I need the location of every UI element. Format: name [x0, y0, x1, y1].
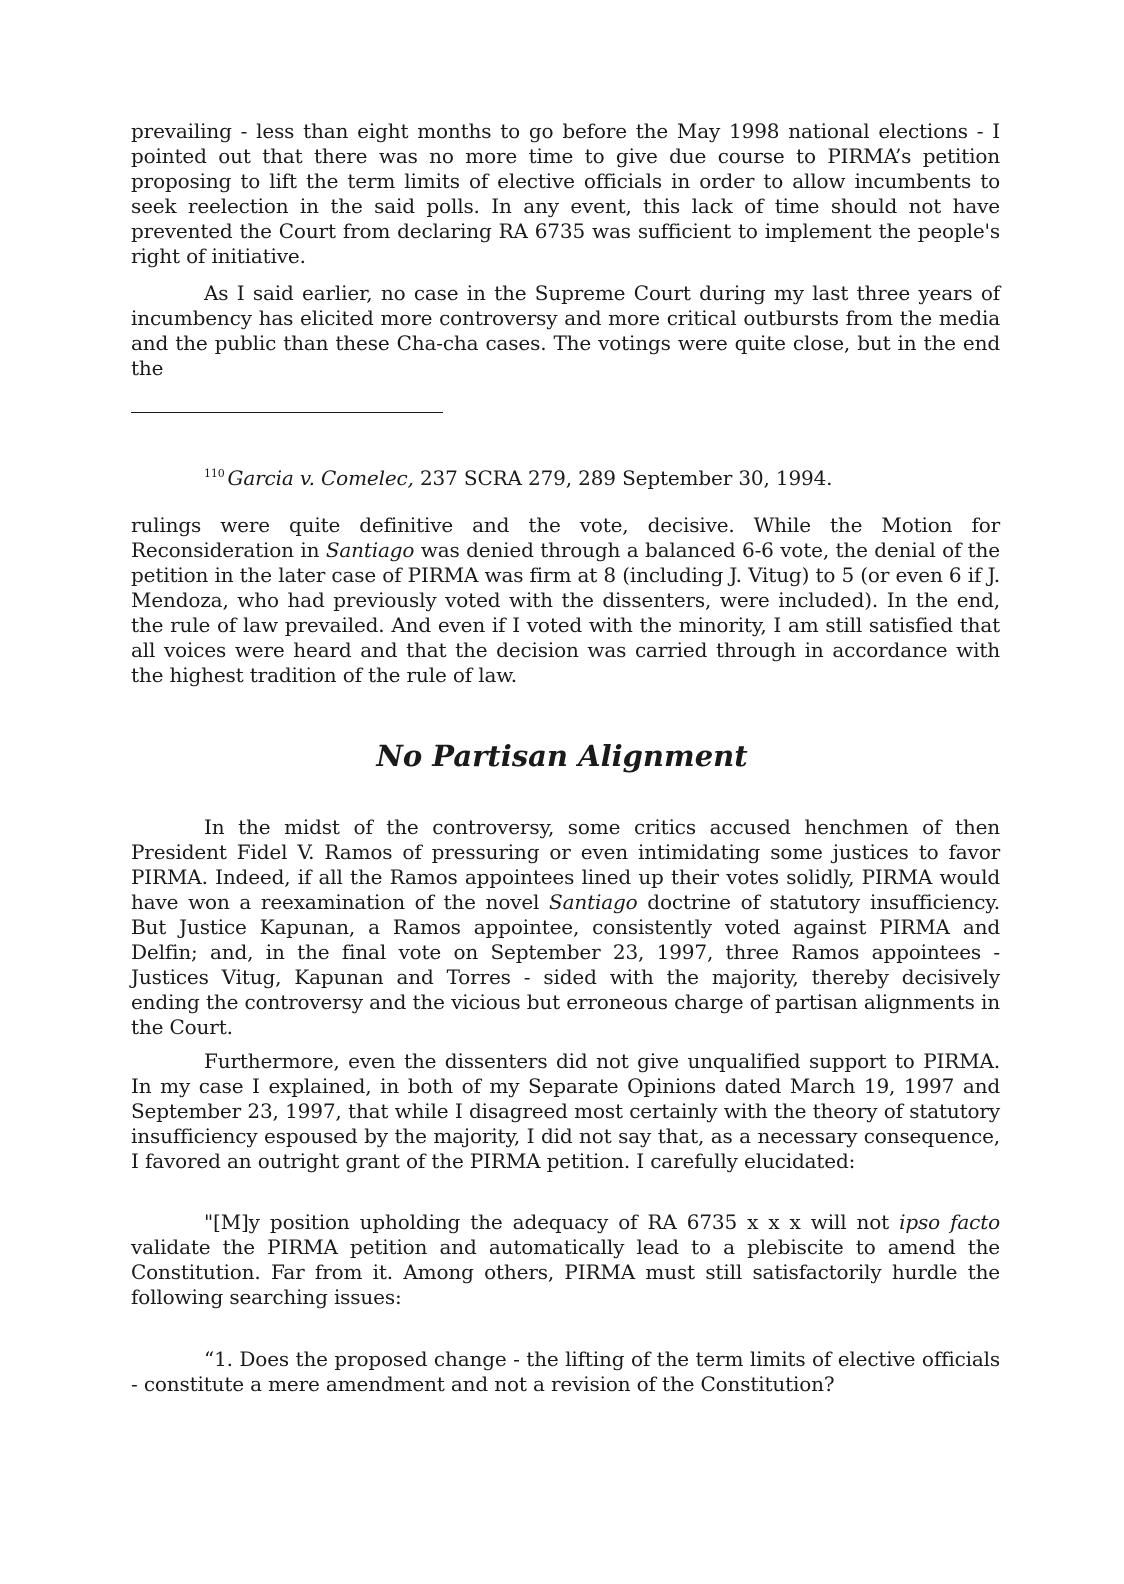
paragraph-controversy: [131, 815, 1000, 1040]
paragraph-text: As I said earlier, no case in the Supreme Court during my last three years of incumbency has elicited more controversy and more critical outbursts from the media and the public than these Cha-cha cases. The votings were quite close, but in the end the: [131, 281, 1000, 380]
paragraph-dissenters: [131, 1049, 1000, 1174]
footnote-separator: [131, 412, 443, 413]
section-heading: No Partisan Alignment: [376, 739, 748, 773]
paragraph-text-a: rulings were quite definitive and the vote, decisive. While the Motion for Reconsideration in: [131, 513, 1000, 562]
paragraph-text: “1. Does the proposed change - the lifting of the term limits of elective officials - constitute a mere amendment and not a revision of the Constitution?: [131, 1347, 1000, 1396]
paragraph-cha-cha-cases: [131, 281, 1000, 381]
paragraph-text-a: "[M]y position upholding the adequacy of RA 6735 x x x will not: [204, 1210, 900, 1234]
footnote-110: [204, 461, 832, 491]
paragraph-text: prevailing - less than eight months to go before the May 1998 national elections - I pointed out that there was no more time to give due course to PIRMA’s petition proposing to lift the term limits of elective officials in order to allow incumbents to seek reelection in the said polls. In any event, this lack of time should not have prevented the Court from declaring RA 6735 was sufficient to implement the people's right of initiative.: [131, 119, 1000, 268]
footnote-citation: 237 SCRA 279, 289 September 30, 1994.: [413, 466, 833, 490]
paragraph-quote: [131, 1210, 1000, 1310]
italic-case-name: Santiago: [325, 538, 415, 562]
italic-case-name: Santiago: [549, 890, 638, 914]
paragraph-text-b: validate the PIRMA petition and automatically lead to a plebiscite to amend the Constitution. Far from it. Among others, PIRMA must still satisfactorily hurdle the following searching issues:: [131, 1235, 1000, 1309]
footnote-number: 110: [204, 467, 225, 480]
paragraph-text-a: In the midst of the controversy, some critics accused henchmen of then President Fidel V. Ramos of pressuring or even intimidating some justices to favor PIRMA. Indeed, if all the Ramos appointees lined up their votes solidly, PIRMA would have won a reexamination of the novel: [131, 815, 1000, 914]
paragraph-continuation: [131, 119, 1000, 269]
footnote-case-name: Garcia v. Comelec,: [227, 466, 414, 490]
paragraph-text-b: doctrine of statutory insufficiency. But Justice Kapunan, a Ramos appointee, consistently voted against PIRMA and Delfin; and, in the final vote on September 23, 1997, three Ramos appointees - Justices Vitug, Kapunan and Torres - sided with the majority, thereby decisively ending the controversy and the vicious but erroneous charge of partisan alignments in the Court.: [131, 890, 1000, 1039]
paragraph-issue-1: [131, 1347, 1000, 1397]
paragraph-text: Furthermore, even the dissenters did not give unqualified support to PIRMA. In my case I explained, in both of my Separate Opinions dated March 19, 1997 and September 23, 1997, that while I disagreed most certainly with the theory of statutory insufficiency espoused by the majority, I did not say that, as a necessary consequence, I favored an outright grant of the PIRMA petition. I carefully elucidated:: [131, 1049, 1000, 1173]
italic-phrase: ipso facto: [899, 1210, 1001, 1234]
paragraph-rulings: [131, 513, 1000, 688]
paragraph-text-b: was denied through a balanced 6-6 vote, the denial of the petition in the later case of PIRMA was firm at 8 (including J. Vitug) to 5 (or even 6 if J. Mendoza, who had previously voted with the dissenters, were included). In the end, the rule of law prevailed. And even if I voted with the minority, I am still satisfied that all voices were heard and that the decision was carried through in accordance with the highest tradition of the rule of law.: [131, 538, 1000, 687]
